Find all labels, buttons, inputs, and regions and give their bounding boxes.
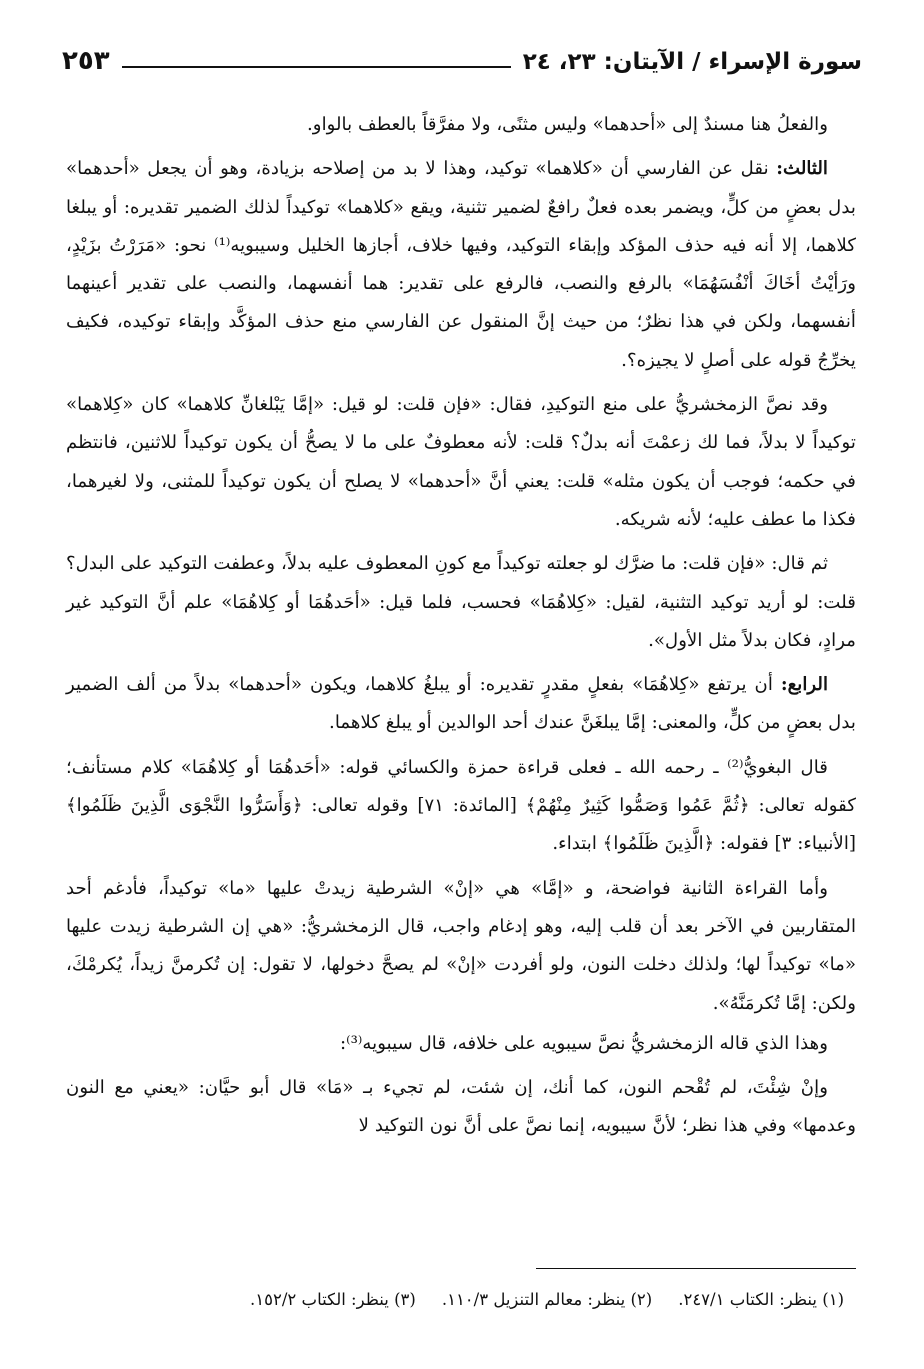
paragraph-text: وأما القراءة الثانية فواضحة، و «إمَّا» هي «إنْ» الشرطية زيدتْ عليها «ما» توكيداً، فأدغم أحد المتقاربين في الآخر بعد أن قلب إليه، وهو إدغام واجب، قال الزمخشريُّ: «هي إن الشرطية زيدت عليها «ما» توكيداً لها؛ ولذلك دخلت النون، ولو أفردت «إنْ» لم يصحَّ دخولها، لا تقول: إن تُكرمنَّ زيداً، يُكرمْكَ، ولكن: إمَّا تُكرمَنَّهُ». [66, 877, 856, 1014]
header-title: سورة الإسراء / الآيتان: ٢٣، ٢٤ [522, 49, 862, 75]
paragraph-lead: الرابع: [780, 674, 828, 696]
paragraph-text: وهذا الذي قاله الزمخشريُّ نصَّ سيبويه على خلافه، قال سيبويه⁽³⁾: [340, 1032, 828, 1054]
paragraph [66, 106, 856, 144]
page-number: ٢٥٣ [62, 46, 110, 76]
paragraph [66, 1025, 856, 1063]
paragraph-text: ثم قال: «فإن قلت: ما ضرَّك لو جعلته توكيداً مع كونِ المعطوف عليه بدلاً، وعطفت التوكيد على البدل؟ قلت: لو أريد توكيد التثنية، لقيل: «كِلاهُمَا» فحسب، فلما قيل: «أحَدهُمَا أو كِلاهُمَا» علم أنَّ التوكيد غير مرادٍ، فكان بدلاً مثل الأول». [66, 553, 856, 651]
paragraph-text: وقد نصَّ الزمخشريُّ على منع التوكيدِ، فقال: «فإن قلت: لو قيل: «إمَّا يَبْلغانِّ كلاهما» كان «كِلاهما» توكيداً لا بدلاً، فما لك زعمْتَ أنه بدلٌ؟ قلت: لأنه معطوفٌ على ما لا يصحُّ أن يكون توكيداً للاثنين، فانتظم في حكمه؛ فوجب أن يكون مثله» قلت: يعني أنَّ «أحدهما» لا يصلح أن يكون توكيداً للمثنى، ولا لغيرهما، فكذا ما عطف عليه؛ لأنه شريكه. [66, 394, 856, 530]
footnote: (٣) ينظر: الكتاب ١٥٢/٢. [250, 1290, 416, 1309]
paragraph-text: وإنْ شِئْتَ، لم تُقْحم النون، كما أنك، إن شئت، لم تجيء بـ «مَا» قال أبو حيَّان: «يعني مع النون وعدمها» وفي هذا نظر؛ لأنَّ سيبويه، إنما نصَّ على أنَّ نون التوكيد لا [66, 1077, 856, 1137]
paragraph-lead: الثالث: [776, 158, 828, 180]
footnote: (٢) ينظر: معالم التنزيل ١١٠/٣. [441, 1290, 653, 1309]
paragraph [66, 545, 856, 660]
footnote: (١) ينظر: الكتاب ٢٤٧/١. [678, 1290, 844, 1309]
paragraph [66, 386, 856, 539]
footnotes [80, 1290, 844, 1309]
paragraph [66, 666, 856, 743]
main-text [66, 106, 856, 1148]
paragraph [66, 870, 856, 1023]
paragraph-text: نقل عن الفارسي أن «كلاهما» توكيد، وهذا لا بد من إصلاحه بزيادة، وهو أن يجعل «أحدهما» بدل بعضٍ من كلٍّ، ويضمر بعده فعلٌ رافعٌ لضمير تثنية، ويقع «كلاهما» توكيداً لذلك الضمير تقديره: أو يبلغا كلاهما، إلا أنه فيه حذف المؤكد وإبقاء التوكيد، وفيها خلاف، أجازها الخليل وسيبويه⁽¹⁾ نحو: «مَرَرْتُ بزَيْدٍ، ورَأيْتُ أخَاكَ أنْفُسَهُمَا» بالرفع والنصب، فالرفع على تقدير: هما أنفسهما، والنصب على تقدير أعينهما أنفسهما، ولكن في هذا نظرٌ؛ من حيث إنَّ المنقول عن الفارسي منع حذف المؤكَّد وإبقاء توكيده، فكيف يخرِّجُ قوله على أصلٍ لا يجيزه؟. [66, 158, 856, 371]
paragraph [66, 150, 856, 380]
paragraph-text: أن يرتفع «كِلاهُمَا» بفعلٍ مقدرٍ تقديره: أو يبلغُ كلاهما، ويكون «أحدهما» بدلاً من ألف الضمير بدل بعضٍ من كلٍّ، والمعنى: إمَّا يبلغَنَّ عندك أحد الوالدين أو يبلغ كلاهما. [66, 674, 856, 734]
footnote-rule [536, 1268, 856, 1269]
paragraph-text: قال البغويُّ⁽²⁾ ـ رحمه الله ـ فعلى قراءة حمزة والكسائي قوله: «أحَدهُمَا أو كِلاهُمَا» كلام مستأنف؛ كقوله تعالى: ﴿ثُمَّ عَمُوا وَصَمُّوا كَثِيرٌ مِنْهُمْ﴾ [المائدة: ٧١] وقوله تعالى: ﴿وَأَسَرُّوا النَّجْوَى الَّذِينَ ظَلَمُوا﴾ [الأنبياء: ٣] فقوله: ﴿الَّذِينَ ظَلَمُوا﴾ ابتداء. [66, 756, 856, 855]
running-header [62, 34, 862, 74]
paragraph [66, 749, 856, 864]
paragraph-text: والفعلُ هنا مسندٌ إلى «أحدهما» وليس مثنًى، ولا مفرَّقاً بالعطف بالواو. [307, 114, 828, 135]
header-rule [122, 66, 511, 68]
paragraph [66, 1069, 856, 1146]
